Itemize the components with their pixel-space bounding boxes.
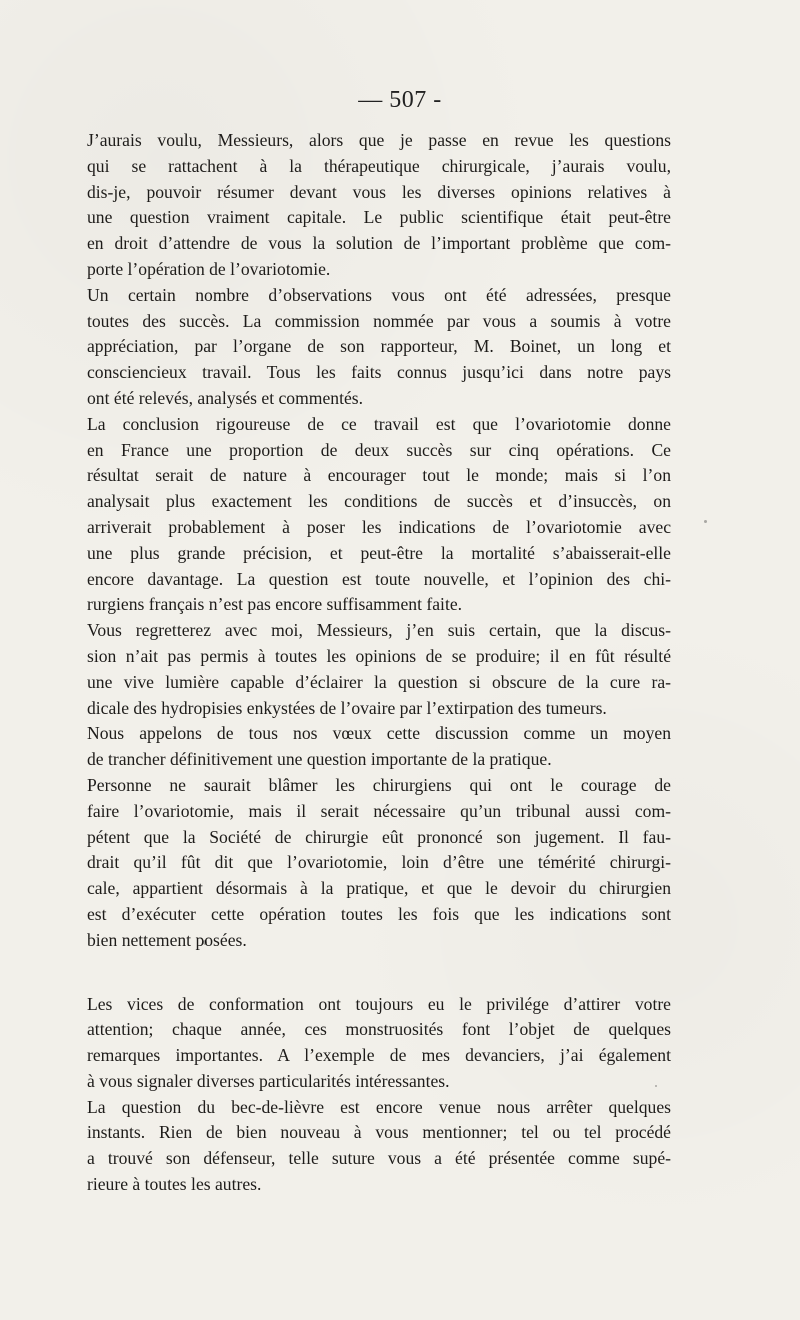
text-line: une plus grande précision, et peut-être la mortalité s’abaisserait-elle	[87, 542, 671, 563]
text-line: La question du bec-de-lièvre est encore venue nous arrêter quelques	[87, 1096, 671, 1117]
paragraph-2	[87, 283, 671, 412]
text-line: instants. Rien de bien nouveau à vous mentionner; tel ou tel procédé	[87, 1122, 671, 1143]
paragraph-8	[87, 1095, 671, 1198]
text-line: rieure à toutes les autres.	[87, 1174, 262, 1195]
text-line: Personne ne saurait blâmer les chirurgiens qui ont le courage de	[87, 774, 671, 795]
text-line: dis-je, pouvoir résumer devant vous les diverses opinions relatives à	[87, 181, 671, 202]
paragraph-5	[87, 721, 671, 773]
text-line: appréciation, par l’organe de son rapporteur, M. Boinet, un long et	[87, 336, 671, 357]
paragraph-7	[87, 992, 671, 1095]
section-gap	[87, 954, 671, 992]
text-line: cale, appartient désormais à la pratique, et que le devoir du chirurgien	[87, 878, 671, 899]
text-line: qui se rattachent à la thérapeutique chirurgicale, j’aurais voulu,	[87, 155, 671, 176]
text-line: une vive lumière capable d’éclairer la question si obscure de la cure ra-	[87, 671, 671, 692]
text-line: Les vices de conformation ont toujours eu le privilége d’attirer votre	[87, 993, 671, 1014]
text-line: est d’exécuter cette opération toutes les fois que les indications sont	[87, 903, 671, 924]
text-line: résultat serait de nature à encourager tout le monde; mais si l’on	[87, 465, 671, 486]
text-line: remarques importantes. A l’exemple de mes devanciers, j’ai également	[87, 1045, 671, 1066]
text-line: analysait plus exactement les conditions de succès et d’insuccès, on	[87, 491, 671, 512]
text-line: a trouvé son défenseur, telle suture vous a été présentée comme supé-	[87, 1148, 671, 1169]
text-line: Vous regretterez avec moi, Messieurs, j’en suis certain, que la discus-	[87, 620, 671, 641]
text-line: sion n’ait pas permis à toutes les opinions de se produire; il en fût résulté	[87, 645, 671, 666]
page-number: — 507 -	[358, 87, 442, 113]
text-line: de trancher définitivement une question importante de la pratique.	[87, 749, 552, 770]
text-line: toutes des succès. La commission nommée par vous a soumis à votre	[87, 310, 671, 331]
text-line: Nous appelons de tous nos vœux cette discussion comme un moyen	[87, 723, 671, 744]
text-line: ont été relevés, analysés et commentés.	[87, 387, 364, 408]
paragraph-1	[87, 128, 671, 283]
text-line: dicale des hydropisies enkystées de l’ovaire par l’extirpation des tumeurs.	[87, 697, 607, 718]
text-line: arriverait probablement à poser les indications de l’ovariotomie avec	[87, 516, 671, 537]
scan-speck	[470, 1158, 472, 1160]
text-line: Un certain nombre d’observations vous ont été adressées, presque	[87, 284, 671, 305]
text-line: à vous signaler diverses particularités intéressantes.	[87, 1070, 450, 1091]
text-line: consciencieux travail. Tous les faits connus jusqu’ici dans notre pays	[87, 362, 671, 383]
text-line: pétent que la Société de chirurgie eût prononcé son jugement. Il fau-	[87, 826, 671, 847]
text-line: porte l’opération de l’ovariotomie.	[87, 258, 331, 279]
text-line: faire l’ovariotomie, mais il serait nécessaire qu’un tribunal aussi com-	[87, 800, 671, 821]
body-text	[87, 128, 671, 1198]
text-line: rurgiens français n’est pas encore suffisamment faite.	[87, 594, 463, 615]
text-line: attention; chaque année, ces monstruosités font l’objet de quelques	[87, 1019, 671, 1040]
text-line: une question vraiment capitale. Le public scientifique était peut-être	[87, 207, 671, 228]
text-line: drait qu’il fût dit que l’ovariotomie, loin d’être une témérité chirurgi-	[87, 852, 671, 873]
text-line: en droit d’attendre de vous la solution de l’important problème que com-	[87, 233, 671, 254]
text-line: J’aurais voulu, Messieurs, alors que je passe en revue les questions	[87, 130, 671, 150]
scan-speck	[655, 1085, 657, 1087]
text-line: bien nettement posées.	[87, 929, 247, 950]
text-line: La conclusion rigoureuse de ce travail est que l’ovariotomie donne	[87, 413, 671, 434]
paragraph-4	[87, 618, 671, 721]
paragraph-3	[87, 412, 671, 618]
scan-speck	[704, 520, 707, 523]
paragraph-6	[87, 773, 671, 954]
text-line: encore davantage. La question est toute nouvelle, et l’opinion des chi-	[87, 568, 671, 589]
scan-speck	[203, 940, 207, 945]
text-line: en France une proportion de deux succès sur cinq opérations. Ce	[87, 439, 671, 460]
